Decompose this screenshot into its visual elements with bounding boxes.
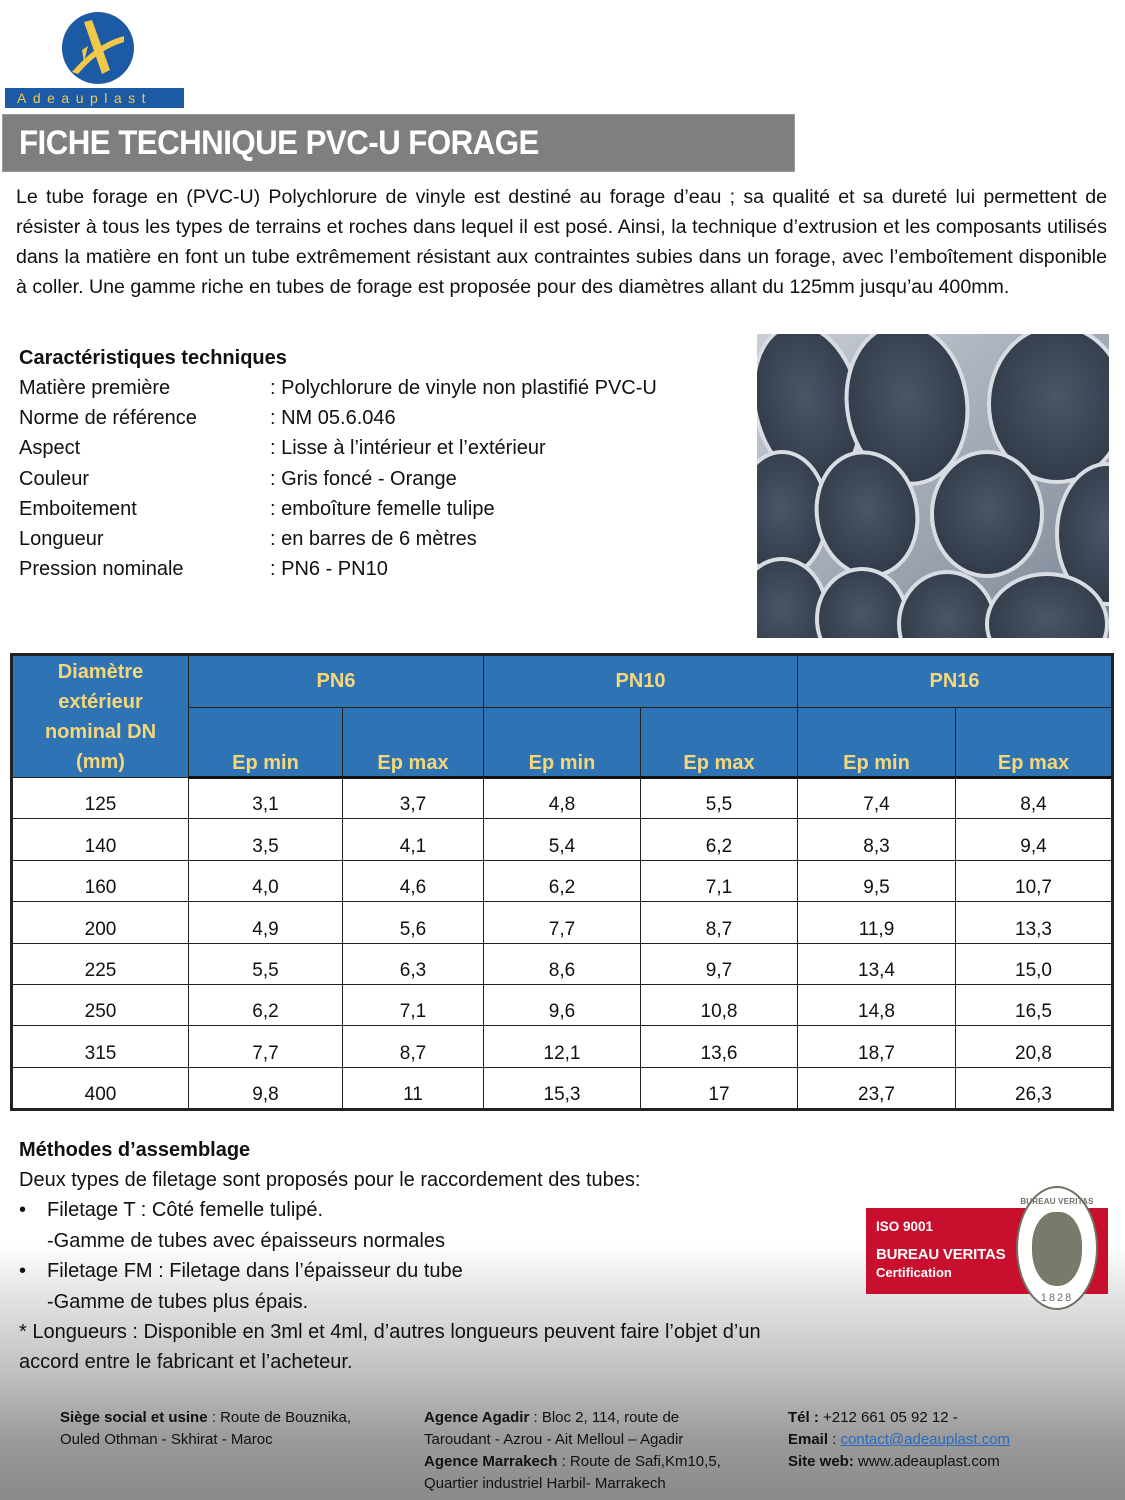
methods-intro: Deux types de filetage sont proposés pour le raccordement des tubes:: [19, 1169, 641, 1191]
cell-thickness: 3,5: [189, 819, 343, 860]
length-note: * Longueurs : Disponible en 3ml et 4ml, d’autres longueurs peuvent faire l’objet d’un: [19, 1321, 761, 1344]
hq-label: Siège social et usine: [60, 1409, 208, 1426]
intro-paragraph: Le tube forage en (PVC-U) Polychlorure de vinyle est destiné au forage d’eau ; sa qualité et sa dureté lui permettent de résister à tous les types de terrains et roches dans lequel il est posé. Ainsi, la technique d’extrusion et les composants utilisés dans la matière en font un tube extrêmement résistant aux contraintes subies dans un forage, avec l’emboîtement disponible à coller. Une gamme riche en tubes de forage est proposée pour des diamètres allant du 125mm jusqu’au 400mm.: [16, 186, 1107, 298]
cell-diameter: 200: [13, 902, 189, 943]
bureau-veritas-seal-icon: [1016, 1186, 1098, 1310]
table-row: [13, 943, 1112, 984]
length-note-cont: accord entre le fabricant et l’acheteur.: [19, 1351, 353, 1374]
cell-thickness: 10,7: [956, 860, 1112, 901]
title-bar: [2, 114, 795, 172]
seal-year: 1828: [1040, 1292, 1074, 1304]
spec-row: [19, 524, 749, 554]
header-group-pn16: PN16: [798, 656, 1112, 708]
cell-thickness: 26,3: [956, 1067, 1112, 1108]
cell-thickness: 5,5: [189, 943, 343, 984]
cell-thickness: 18,7: [798, 1026, 956, 1067]
marrakech-address: : Route de Safi,Km10,5,: [557, 1453, 721, 1470]
cell-thickness: 15,0: [956, 943, 1112, 984]
spec-value: : Gris foncé - Orange: [270, 467, 457, 490]
table-row: [13, 1026, 1112, 1067]
header-group-pn10: PN10: [484, 656, 798, 708]
footer-headquarters: [60, 1407, 351, 1451]
page-title: FICHE TECHNIQUE PVC-U FORAGE: [19, 124, 539, 162]
cell-diameter: 160: [13, 860, 189, 901]
spec-row: [19, 494, 749, 524]
logo-wordmark: Adeauplast: [5, 88, 184, 108]
method-item-label: • Filetage T : Côté femelle tulipé.: [19, 1195, 899, 1225]
header-ep-min: Ep min: [798, 708, 956, 778]
spec-row: [19, 433, 749, 463]
cell-thickness: 8,6: [484, 943, 641, 984]
marrakech-address-cont: Quartier industriel Harbil- Marrakech: [424, 1475, 666, 1492]
technical-characteristics: [19, 343, 749, 584]
spec-label: Pression nominale: [19, 558, 184, 581]
cell-thickness: 6,2: [189, 984, 343, 1025]
cell-thickness: 5,4: [484, 819, 641, 860]
header-group-pn6: PN6: [189, 656, 484, 708]
header-ep-max: Ep max: [343, 708, 484, 778]
spec-row: [19, 554, 749, 584]
spec-value: : Lisse à l’intérieur et l’extérieur: [270, 437, 546, 460]
spec-label: Norme de référence: [19, 407, 197, 430]
cert-standard: ISO 9001: [876, 1219, 934, 1234]
header-diameter: Diamètre extérieur nominal DN (mm): [13, 656, 189, 778]
table-row: [13, 819, 1112, 860]
header-ep-min: Ep min: [484, 708, 641, 778]
pvc-pipes-photo: [757, 334, 1109, 638]
cell-thickness: 15,3: [484, 1067, 641, 1108]
cert-type: Certification: [876, 1265, 952, 1280]
agadir-address-cont: Taroudant - Azrou - Ait Melloul – Agadir: [424, 1431, 684, 1448]
cell-thickness: 9,7: [641, 943, 798, 984]
cell-thickness: 10,8: [641, 984, 798, 1025]
cell-thickness: 20,8: [956, 1026, 1112, 1067]
cell-thickness: 13,3: [956, 902, 1112, 943]
methods-heading: Méthodes d’assemblage: [19, 1139, 251, 1161]
tel-value: +212 661 05 92 12 -: [818, 1409, 958, 1426]
cell-thickness: 12,1: [484, 1026, 641, 1067]
spec-value: : en barres de 6 mètres: [270, 527, 477, 550]
cell-thickness: 5,6: [343, 902, 484, 943]
spec-row: [19, 373, 749, 403]
email-label: Email: [788, 1431, 829, 1448]
spec-label: Emboitement: [19, 497, 137, 520]
cell-thickness: 8,4: [956, 778, 1112, 819]
cell-thickness: 3,1: [189, 778, 343, 819]
email-link[interactable]: contact@adeauplast.com: [840, 1431, 1011, 1448]
cell-thickness: 6,2: [641, 819, 798, 860]
cell-thickness: 7,4: [798, 778, 956, 819]
header-ep-max: Ep max: [641, 708, 798, 778]
spec-label: Matière première: [19, 377, 171, 399]
cell-thickness: 9,8: [189, 1067, 343, 1108]
marrakech-label: Agence Marrakech: [424, 1453, 558, 1470]
cell-thickness: 6,3: [343, 943, 484, 984]
header-ep-min: Ep min: [189, 708, 343, 778]
cell-thickness: 11: [343, 1067, 484, 1108]
cell-thickness: 5,5: [641, 778, 798, 819]
seal-text: BUREAU VERITAS: [1020, 1197, 1094, 1206]
cell-thickness: 4,6: [343, 860, 484, 901]
site-value: www.adeauplast.com: [853, 1453, 1000, 1470]
cell-thickness: 8,7: [641, 902, 798, 943]
cell-thickness: 6,2: [484, 860, 641, 901]
cell-diameter: 250: [13, 984, 189, 1025]
cert-body: BUREAU VERITAS: [876, 1246, 1006, 1263]
email-separator: :: [828, 1431, 841, 1448]
cell-thickness: 9,4: [956, 819, 1112, 860]
logo-emblem-icon: [62, 12, 134, 84]
spec-label: Aspect: [19, 437, 81, 460]
site-label: Site web:: [788, 1453, 854, 1470]
cell-thickness: 7,7: [484, 902, 641, 943]
thickness-table: [12, 655, 1112, 1109]
method-item-label: • Filetage FM : Filetage dans l’épaisseur du tube: [19, 1256, 899, 1286]
cell-thickness: 11,9: [798, 902, 956, 943]
cell-thickness: 7,1: [343, 984, 484, 1025]
agadir-label: Agence Agadir: [424, 1409, 530, 1426]
cell-thickness: 4,1: [343, 819, 484, 860]
spec-row: [19, 464, 749, 494]
assembly-methods: [19, 1135, 899, 1378]
cell-thickness: 14,8: [798, 984, 956, 1025]
method-item-detail: -Gamme de tubes avec épaisseurs normales: [47, 1229, 445, 1252]
spec-value: : emboîture femelle tulipe: [270, 497, 495, 520]
spec-value: : PN6 - PN10: [270, 558, 388, 581]
cell-thickness: 3,7: [343, 778, 484, 819]
method-item-detail: -Gamme de tubes plus épais.: [47, 1290, 309, 1313]
cell-thickness: 13,4: [798, 943, 956, 984]
cell-diameter: 125: [13, 778, 189, 819]
table-row: [13, 778, 1112, 819]
spec-value: : Polychlorure de vinyle non plastifié PVC-U: [270, 377, 657, 399]
footer-contact: [788, 1407, 1010, 1473]
cell-thickness: 17: [641, 1067, 798, 1108]
agadir-address: : Bloc 2, 114, route de: [529, 1409, 680, 1426]
cell-thickness: 7,7: [189, 1026, 343, 1067]
footer-agencies: [424, 1407, 721, 1495]
cell-thickness: 7,1: [641, 860, 798, 901]
header-ep-max: Ep max: [956, 708, 1112, 778]
cell-diameter: 140: [13, 819, 189, 860]
tel-label: Tél :: [788, 1409, 819, 1426]
table-row: [13, 902, 1112, 943]
cell-diameter: 400: [13, 1067, 189, 1108]
cell-diameter: 225: [13, 943, 189, 984]
table-row: [13, 860, 1112, 901]
cell-thickness: 4,9: [189, 902, 343, 943]
cell-thickness: 9,5: [798, 860, 956, 901]
spec-value: : NM 05.6.046: [270, 407, 396, 430]
cell-diameter: 315: [13, 1026, 189, 1067]
table-row: [13, 984, 1112, 1025]
cell-thickness: 4,8: [484, 778, 641, 819]
spec-label: Longueur: [19, 527, 104, 550]
cell-thickness: 16,5: [956, 984, 1112, 1025]
cell-thickness: 9,6: [484, 984, 641, 1025]
specs-heading: Caractéristiques techniques: [19, 347, 287, 369]
cell-thickness: 13,6: [641, 1026, 798, 1067]
seal-figure-icon: [1032, 1212, 1082, 1286]
hq-address: : Route de Bouznika,: [207, 1409, 351, 1426]
cell-thickness: 23,7: [798, 1067, 956, 1108]
table-row: [13, 1067, 1112, 1108]
cell-thickness: 8,3: [798, 819, 956, 860]
spec-row: [19, 403, 749, 433]
certification-badge: [866, 1186, 1112, 1310]
cell-thickness: 4,0: [189, 860, 343, 901]
company-logo: [4, 6, 184, 106]
spec-label: Couleur: [19, 467, 90, 490]
hq-address-cont: Ouled Othman - Skhirat - Maroc: [60, 1431, 273, 1448]
cell-thickness: 8,7: [343, 1026, 484, 1067]
